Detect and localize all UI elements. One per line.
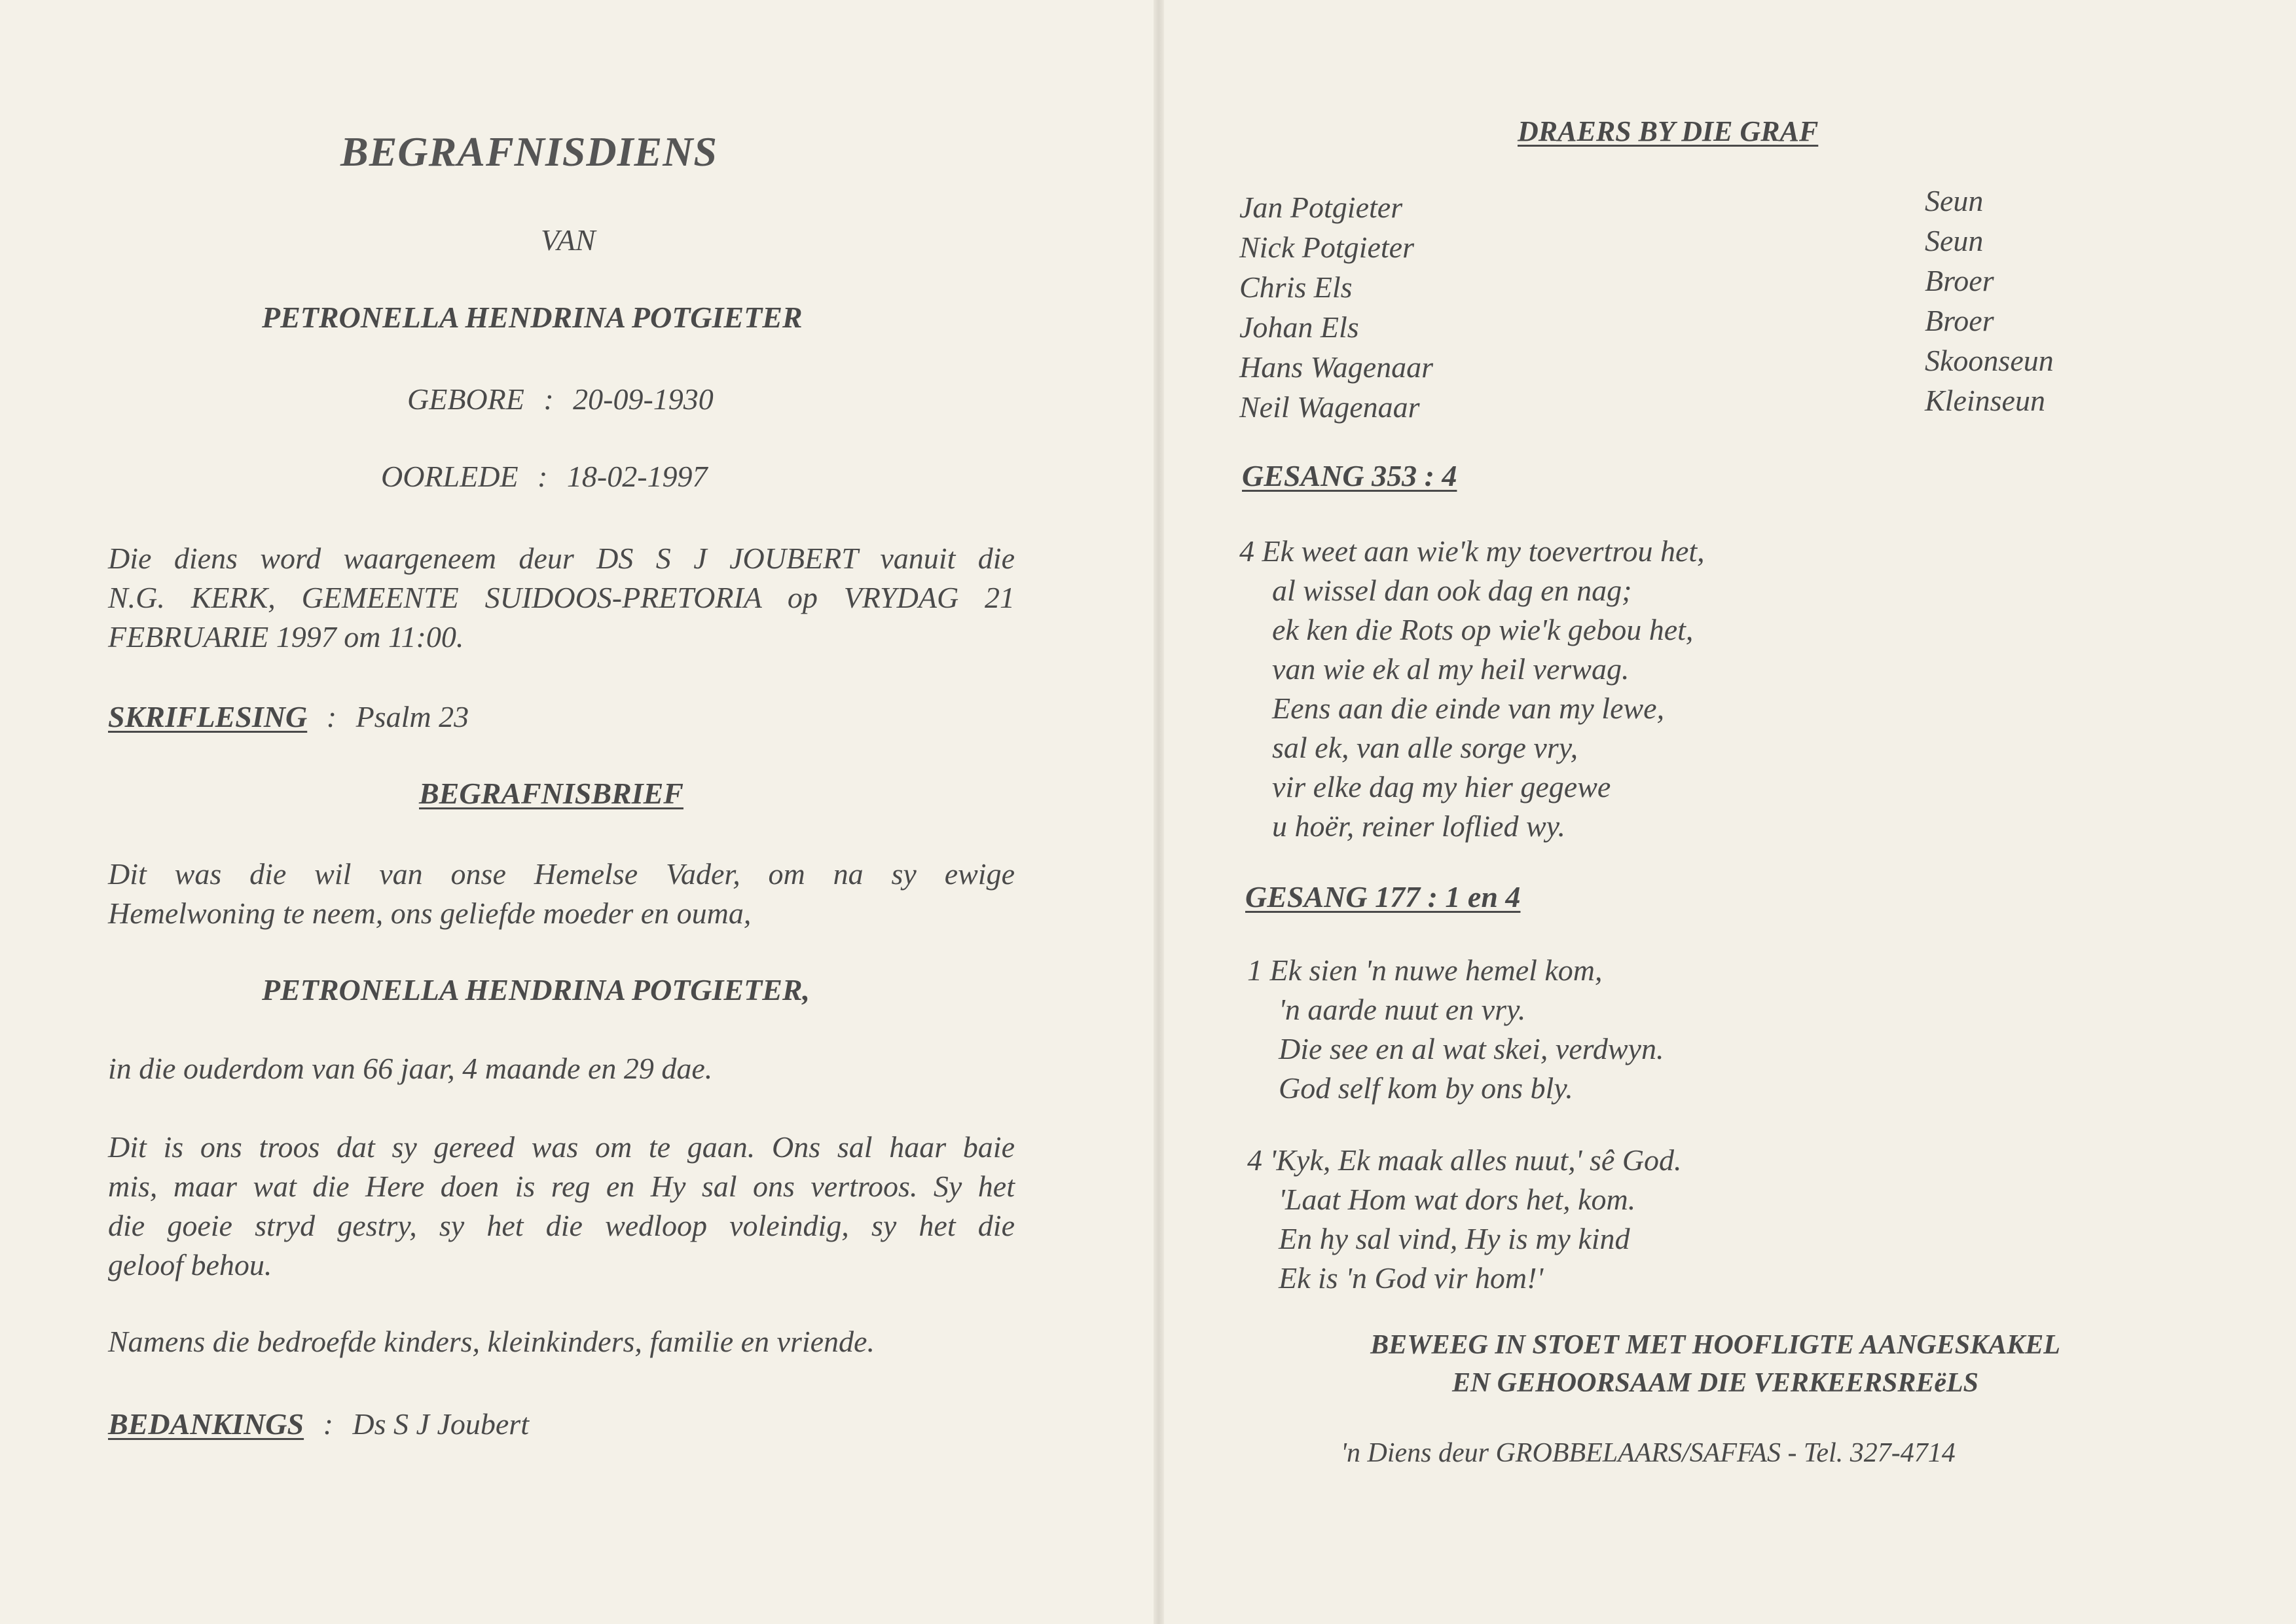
died-label: OORLEDE [381,460,519,493]
hymn2-verse4 [1247,1141,1682,1298]
hymn2-line: En hy sal vind, Hy is my kind [1279,1222,1630,1255]
service-paragraph [108,539,1015,657]
reading-line [108,699,469,734]
procession-notice [1303,1326,2128,1402]
hymn1-line: al wissel dan ook dag en nag; [1272,574,1632,607]
hymn1-line: Eens aan die einde van my lewe, [1272,692,1665,725]
hymn2-line: God self kom by ons bly. [1279,1071,1573,1105]
family-line: Namens die bedroefde kinders, kleinkinders, familie en vriende. [108,1325,875,1358]
born-label: GEBORE [407,382,524,416]
bearer-relation: Skoonseun [1925,344,2054,377]
thanks-label: BEDANKINGS [108,1407,304,1441]
service-line: FEBRUARIE 1997 om 11:00. [108,620,464,654]
hymn2-line: Ek is 'n God vir hom!' [1279,1261,1544,1295]
procession-line: BEWEEG IN STOET MET HOOFLIGTE AANGESKAKEL [1370,1330,2060,1360]
hymn1-line: vir elke dag my hier gegewe [1272,770,1611,803]
bearer-relation: Seun [1925,224,1984,257]
comfort-line: mis, maar wat die Here doen is reg en Hy sal ons vertroos. Sy het [108,1170,1015,1203]
comfort-line: geloof behou. [108,1248,272,1282]
van-text: VAN [541,223,596,257]
comfort-line: Dit is ons troos dat sy gereed was om te gaan. Ons sal haar baie [108,1130,1015,1164]
funeral-home-footer: 'n Diens deur GROBBELAARS/SAFFAS - Tel. 327-4714 [1341,1438,1956,1468]
hymn1-line: van wie ek al my heil verwag. [1272,652,1630,686]
born-colon: : [543,382,554,416]
comfort-paragraph [108,1128,1015,1285]
died-date: 18-02-1997 [566,460,708,493]
bearer-name: Neil Wagenaar [1239,390,1420,424]
comfort-line: die goeie stryd gestry, sy het die wedloop voleindig, sy het die [108,1209,1015,1242]
reading-label: SKRIFLESING [108,700,308,733]
died-line [381,459,708,494]
born-line [407,382,714,416]
letter-line: Hemelwoning te neem, ons geliefde moeder en ouma, [108,896,752,930]
bearer-row [1239,224,2169,270]
bearer-relation: Broer [1925,264,1994,297]
hymn2-line: 4 'Kyk, Ek maak alles nuut,' sê God. [1247,1143,1682,1177]
document-title: BEGRAFNISDIENS [340,128,718,175]
bearer-relation: Seun [1925,184,1984,217]
bearers-list [1239,184,2169,430]
thanks-colon: : [323,1407,333,1441]
hymn2-line: 'Laat Hom wat dors het, kom. [1279,1183,1636,1216]
bearer-name: Jan Potgieter [1239,191,1403,224]
hymn1-heading: GESANG 353 : 4 [1242,459,1457,492]
bearer-name: Johan Els [1239,310,1359,344]
bearer-row [1239,264,2169,310]
service-line: N.G. KERK, GEMEENTE SUIDOOS-PRETORIA op VRYDAG 21 [108,581,1015,614]
letter-paragraph [108,855,1015,933]
page-fold [1154,0,1164,1624]
hymn2-line: 'n aarde nuut en vry. [1279,993,1526,1026]
bearer-row [1239,184,2169,230]
bearer-relation: Broer [1925,304,1994,337]
thanks-line [108,1407,529,1441]
age-line: in die ouderdom van 66 jaar, 4 maande en 29 dae. [108,1052,713,1085]
hymn2-line: 1 Ek sien 'n nuwe hemel kom, [1247,953,1603,987]
deceased-name-repeat: PETRONELLA HENDRINA POTGIETER, [262,973,811,1006]
reading-colon: : [326,700,337,733]
thanks-value: Ds S J Joubert [352,1407,529,1441]
bearer-relation: Kleinseun [1925,384,2045,417]
hymn2-heading: GESANG 177 : 1 en 4 [1245,880,1521,913]
hymn2-line: Die see en al wat skei, verdwyn. [1279,1032,1664,1065]
hymn1-line: sal ek, van alle sorge vry, [1272,731,1578,764]
bearer-name: Nick Potgieter [1239,231,1414,264]
letter-heading: BEGRAFNISBRIEF [419,777,683,810]
reading-value: Psalm 23 [355,700,469,733]
bearers-heading: DRAERS BY DIE GRAF [1518,115,1819,147]
hymn1-line: 4 Ek weet aan wie'k my toevertrou het, [1239,534,1705,568]
procession-line: EN GEHOORSAAM DIE VERKEERSREëLS [1451,1368,1979,1398]
died-colon: : [538,460,548,493]
bearer-name: Hans Wagenaar [1239,350,1434,384]
hymn1-line: ek ken die Rots op wie'k gebou het, [1272,613,1694,646]
hymn2-verse1 [1247,951,1664,1108]
bearer-name: Chris Els [1239,270,1353,304]
deceased-name: PETRONELLA HENDRINA POTGIETER [262,301,803,334]
hymn1-verse [1239,532,1705,846]
letter-line: Dit was die wil van onse Hemelse Vader, om na sy ewige [108,857,1015,891]
born-date: 20-09-1930 [573,382,714,416]
bearer-row [1239,384,2169,430]
hymn1-line: u hoër, reiner loflied wy. [1272,809,1566,843]
service-line: Die diens word waargeneem deur DS S J JOUBERT vanuit die [108,542,1015,575]
